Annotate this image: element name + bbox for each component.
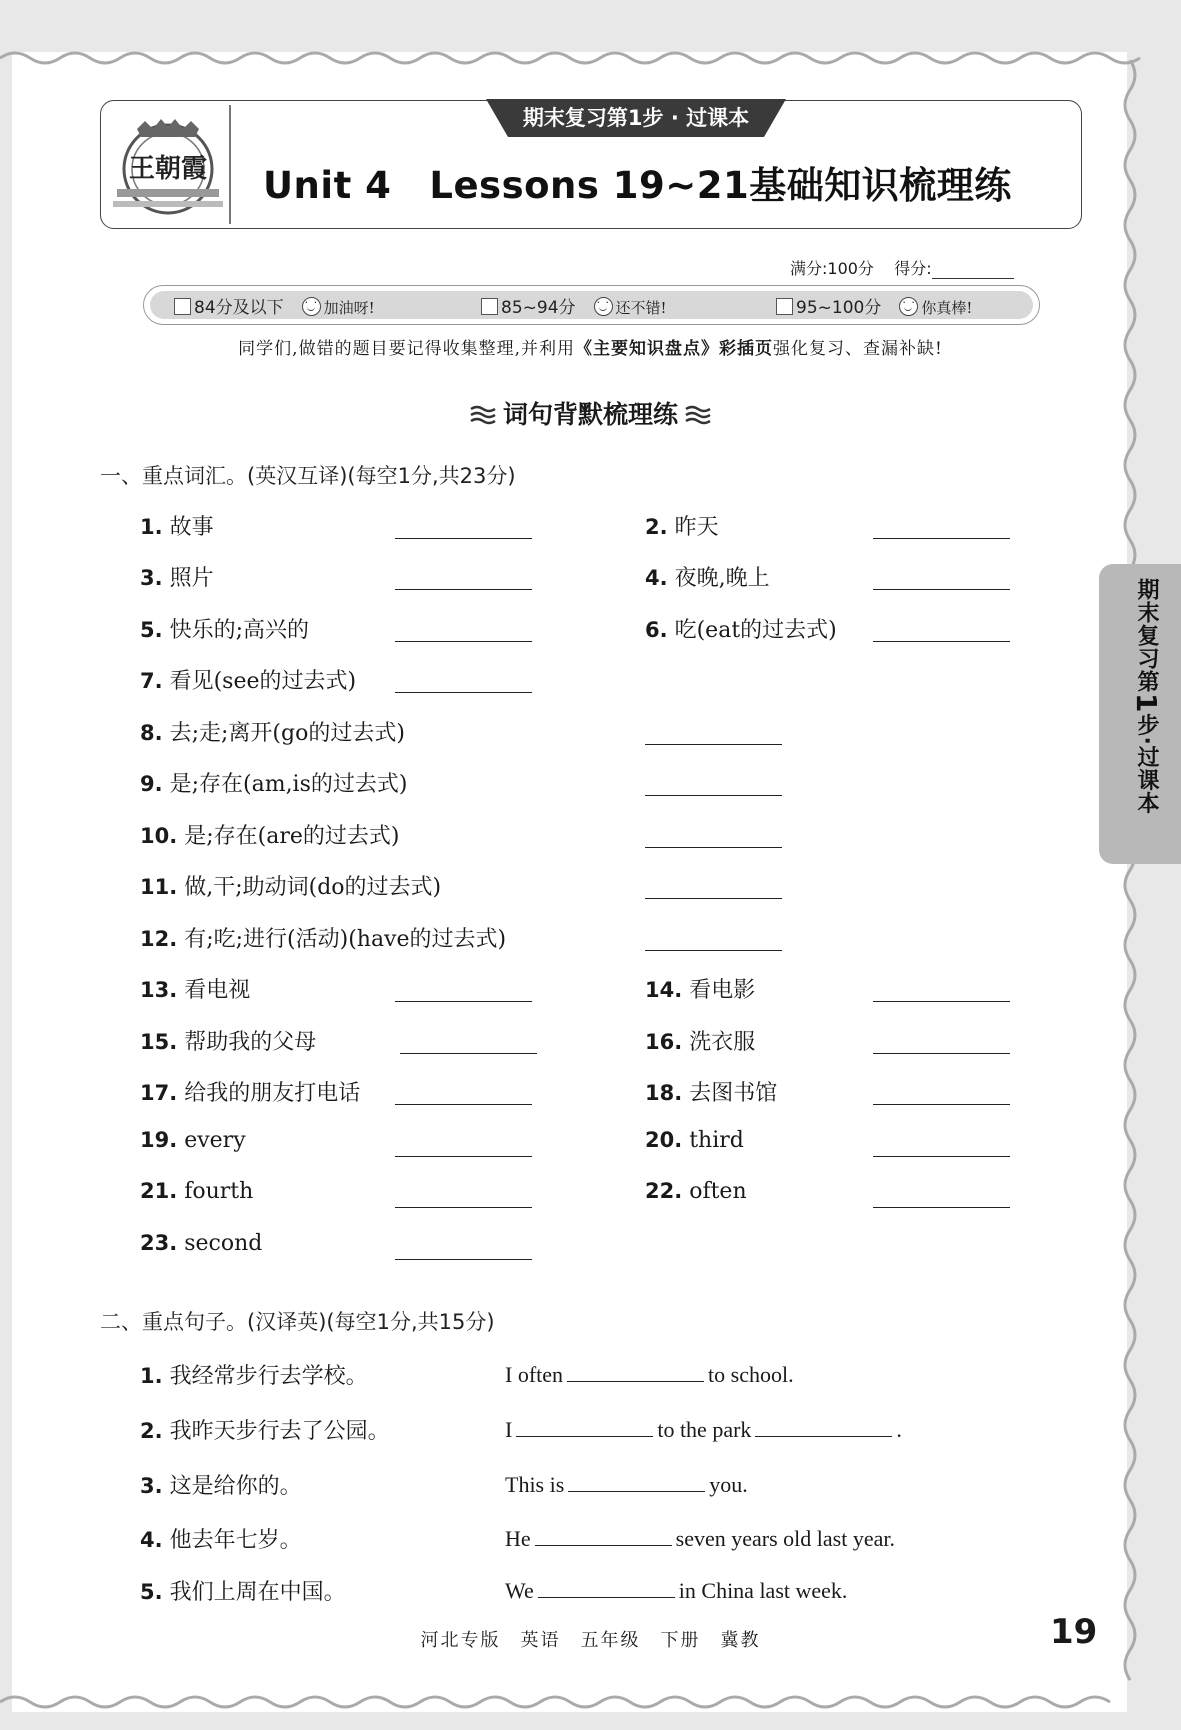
sentence-chinese: 我们上周在中国。 — [169, 1580, 346, 1605]
item-number: 13. — [140, 978, 178, 1002]
header-divider — [229, 105, 231, 224]
item-prompt: second — [184, 1231, 263, 1256]
sentence-item — [140, 1414, 390, 1445]
vocab-item — [140, 664, 356, 695]
step-tag — [486, 99, 786, 137]
page-title — [263, 155, 1012, 209]
answer-blank[interactable] — [535, 1525, 672, 1546]
answer-blank[interactable] — [645, 950, 782, 951]
footer: 河北专版 英语 五年级 下册 冀教 — [420, 1630, 761, 1651]
answer-blank[interactable] — [395, 1259, 532, 1260]
page-number: 19 — [1050, 1612, 1098, 1652]
item-number: 17. — [140, 1081, 178, 1105]
vocab-item — [645, 510, 719, 541]
answer-blank[interactable] — [873, 1001, 1010, 1002]
item-number: 4. — [140, 1528, 163, 1552]
vocab-item — [140, 870, 441, 901]
sentence-english: I often to school. — [505, 1362, 794, 1387]
vocab-item — [140, 1025, 316, 1056]
item-number: 8. — [140, 721, 163, 745]
smiley-icon — [899, 297, 918, 316]
item-number: 4. — [645, 566, 668, 590]
smiley-icon — [594, 297, 613, 316]
checkbox[interactable] — [776, 298, 793, 315]
item-number: 2. — [140, 1419, 163, 1443]
item-number: 3. — [140, 566, 163, 590]
vocab-item — [645, 1025, 755, 1056]
answer-blank[interactable] — [873, 1207, 1010, 1208]
wave-ornament-icon — [469, 404, 497, 426]
item-number: 16. — [645, 1030, 683, 1054]
svg-text:王朝霞: 王朝霞 — [128, 154, 208, 184]
answer-blank[interactable] — [395, 1001, 532, 1002]
sentence-chinese: 我昨天步行去了公园。 — [169, 1419, 390, 1444]
sentence-item — [140, 1575, 346, 1606]
item-prompt: 昨天 — [674, 515, 719, 540]
answer-blank[interactable] — [873, 641, 1010, 642]
item-number: 10. — [140, 824, 178, 848]
side-tab: 期末复习第1步·过课本 — [1099, 564, 1181, 864]
score-blank[interactable] — [932, 264, 1014, 279]
vocab-item — [140, 973, 250, 1004]
answer-blank[interactable] — [645, 744, 782, 745]
sentence-english: This is you. — [505, 1472, 748, 1497]
item-prompt: 快乐的;高兴的 — [169, 618, 310, 643]
item-number: 9. — [140, 772, 163, 796]
item-prompt: fourth — [184, 1179, 254, 1204]
study-tip: 同学们,做错的题目要记得收集整理,并利用《主要知识盘点》彩插页强化复习、查漏补缺! — [238, 339, 943, 359]
answer-blank[interactable] — [568, 1471, 705, 1492]
item-number: 14. — [645, 978, 683, 1002]
item-number: 3. — [140, 1474, 163, 1498]
item-prompt: every — [184, 1128, 246, 1153]
sentence-item — [140, 1469, 302, 1500]
sentence-chinese: 我经常步行去学校。 — [169, 1364, 368, 1389]
sentence-item — [140, 1523, 302, 1554]
part1-heading: 一、重点词汇。(英汉互译)(每空1分,共23分) — [100, 464, 516, 488]
part2-heading: 二、重点句子。(汉译英)(每空1分,共15分) — [100, 1310, 495, 1334]
item-number: 11. — [140, 875, 178, 899]
item-number: 5. — [140, 618, 163, 642]
answer-blank[interactable] — [873, 538, 1010, 539]
vocab-item — [645, 1128, 744, 1153]
vocab-item — [140, 1128, 246, 1153]
checkbox[interactable] — [174, 298, 191, 315]
full-score: 满分:100分 — [790, 259, 874, 278]
sentence-english: He seven years old last year. — [505, 1526, 895, 1551]
score-label: 得分: — [894, 259, 932, 278]
grade-high: 95~100分· · 你真棒! — [776, 293, 972, 318]
checkbox[interactable] — [481, 298, 498, 315]
item-number: 1. — [140, 515, 163, 539]
lesson-title: Lessons 19~21基础知识梳理练 — [429, 164, 1012, 207]
item-prompt: 洗衣服 — [689, 1030, 756, 1055]
sentence-chinese: 这是给你的。 — [169, 1474, 302, 1499]
vocab-item — [645, 973, 755, 1004]
grade-low: 84分及以下· · 加油呀! — [174, 293, 375, 318]
item-number: 15. — [140, 1030, 178, 1054]
wave-ornament-icon — [684, 404, 712, 426]
answer-blank[interactable] — [516, 1416, 653, 1437]
answer-blank[interactable] — [395, 538, 532, 539]
item-number: 1. — [140, 1364, 163, 1388]
unit-label: Unit 4 — [263, 164, 392, 207]
vocab-item — [645, 1076, 777, 1107]
item-number: 22. — [645, 1179, 683, 1203]
answer-blank[interactable] — [395, 641, 532, 642]
answer-blank[interactable] — [395, 1104, 532, 1105]
vocab-item — [140, 819, 399, 850]
item-prompt: 帮助我的父母 — [184, 1030, 317, 1055]
item-prompt: 吃(eat的过去式) — [674, 618, 837, 643]
vocab-item — [140, 510, 214, 541]
wavy-top-border — [0, 40, 1181, 70]
answer-blank[interactable] — [400, 1053, 537, 1054]
wavy-bottom-border — [0, 1690, 1181, 1720]
vocab-item — [140, 1179, 253, 1204]
item-prompt: 看电影 — [689, 978, 756, 1003]
vocab-item — [140, 922, 506, 953]
grade-bar — [143, 285, 1040, 325]
answer-blank[interactable] — [567, 1361, 704, 1382]
unit-header — [100, 100, 1082, 229]
answer-blank[interactable] — [755, 1416, 892, 1437]
score-line — [790, 256, 1014, 279]
item-prompt: 有;吃;进行(活动)(have的过去式) — [184, 927, 507, 952]
item-prompt: 是;存在(am,is的过去式) — [169, 772, 408, 797]
item-prompt: 去图书馆 — [689, 1081, 778, 1106]
item-prompt: 去;走;离开(go的过去式) — [169, 721, 405, 746]
answer-blank[interactable] — [395, 1207, 532, 1208]
answer-blank[interactable] — [645, 898, 782, 899]
item-number: 19. — [140, 1128, 178, 1152]
vocab-item — [645, 613, 837, 644]
sentence-english: We in China last week. — [505, 1578, 848, 1603]
answer-blank[interactable] — [873, 1156, 1010, 1157]
step-tag-label: 期末复习第1步 · 过课本 — [522, 106, 750, 130]
answer-blank[interactable] — [395, 1156, 532, 1157]
smiley-icon — [302, 297, 321, 316]
item-prompt: 看电视 — [184, 978, 251, 1003]
answer-blank[interactable] — [645, 795, 782, 796]
answer-blank[interactable] — [873, 1104, 1010, 1105]
answer-blank[interactable] — [395, 589, 532, 590]
wavy-right-border — [1118, 60, 1148, 1700]
item-number: 20. — [645, 1128, 683, 1152]
answer-blank[interactable] — [873, 589, 1010, 590]
item-prompt: third — [689, 1128, 744, 1153]
item-prompt: 看见(see的过去式) — [169, 669, 357, 694]
answer-blank[interactable] — [538, 1577, 675, 1598]
item-prompt: 夜晚,晚上 — [674, 566, 770, 591]
answer-blank[interactable] — [395, 692, 532, 693]
vocab-item — [140, 1076, 360, 1107]
item-prompt: 故事 — [169, 515, 214, 540]
item-prompt: 照片 — [169, 566, 214, 591]
item-prompt: 是;存在(are的过去式) — [184, 824, 400, 849]
item-number: 21. — [140, 1179, 178, 1203]
brand-logo — [109, 107, 227, 222]
item-number: 7. — [140, 669, 163, 693]
section-title: 词句背默梳理练 — [0, 395, 1181, 431]
item-prompt: 做,干;助动词(do的过去式) — [184, 875, 442, 900]
vocab-item — [140, 561, 214, 592]
sentence-chinese: 他去年七岁。 — [169, 1528, 302, 1553]
item-prompt: 给我的朋友打电话 — [184, 1081, 361, 1106]
vocab-item — [140, 613, 309, 644]
answer-blank[interactable] — [873, 1053, 1010, 1054]
vocab-item — [140, 767, 407, 798]
item-number: 23. — [140, 1231, 178, 1255]
item-number: 6. — [645, 618, 668, 642]
item-number: 2. — [645, 515, 668, 539]
vocab-item — [645, 561, 770, 592]
vocab-item — [140, 716, 405, 747]
item-prompt: often — [689, 1179, 747, 1204]
sentence-english: I to the park . — [505, 1417, 902, 1442]
answer-blank[interactable] — [645, 847, 782, 848]
sentence-item — [140, 1359, 368, 1390]
vocab-item — [140, 1231, 262, 1256]
vocab-item — [645, 1179, 747, 1204]
item-number: 12. — [140, 927, 178, 951]
grade-mid: 85~94分· · 还不错! — [481, 293, 667, 318]
item-number: 18. — [645, 1081, 683, 1105]
item-number: 5. — [140, 1580, 163, 1604]
